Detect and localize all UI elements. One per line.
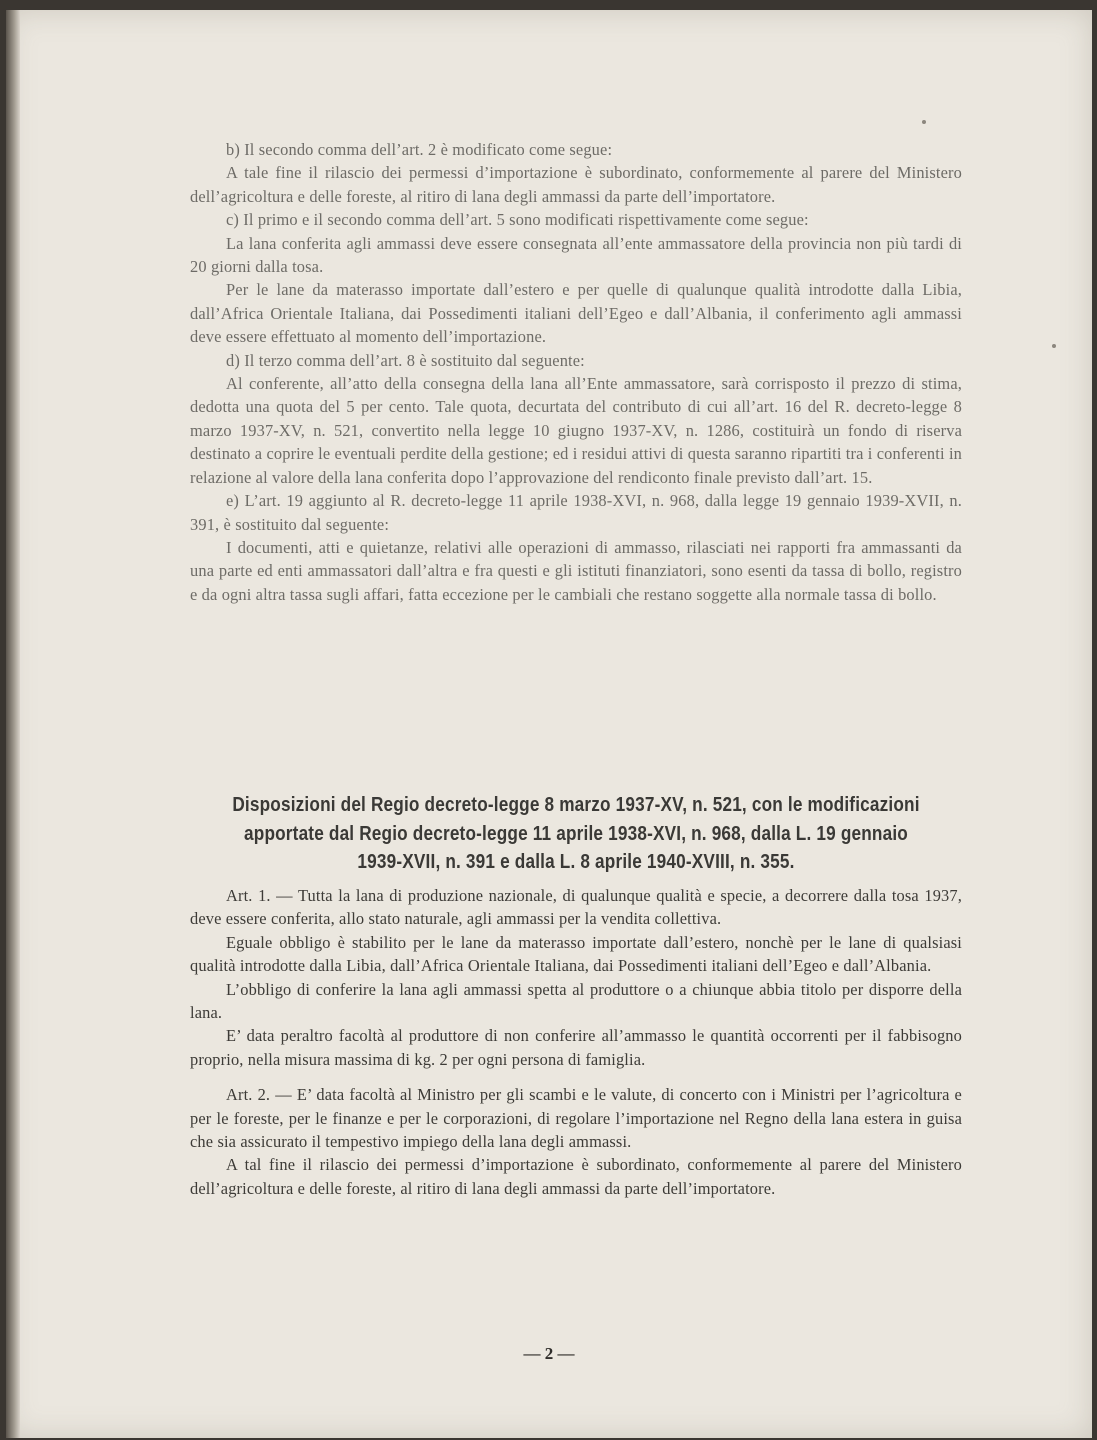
paragraph: Art. 2. — E’ data facoltà al Ministro per gli scambi e le valute, di concerto con i Ministri per l’agricoltura e per le foreste, per le finanze e per le corporazioni, di regolare l’importazione nel Regno della lana estera in guisa che sia assicurato il tempestivo impiego della lana degli ammassi. <box>190 1085 962 1152</box>
lower-text-block <box>190 884 962 1200</box>
section-heading: Disposizioni del Regio decreto-legge 8 marzo 1937-XV, n. 521, con le modificazioni apportate dal Regio decreto-legge 11 aprile 1938-XVI, n. 968, dalla L. 19 gennaio 1939-XVII, n. 391 e dalla L. 8 aprile 1940-XVIII, n. 355. <box>232 794 920 873</box>
paragraph: c) Il primo e il secondo comma dell’art. 5 sono modificati rispettivamente come segue: <box>226 210 809 230</box>
paragraph: Art. 1. — Tutta la lana di produzione nazionale, di qualunque qualità e specie, a decorrere dalla tosa 1937, deve essere conferita, allo stato naturale, agli ammassi per la vendita collettiva. <box>190 886 962 929</box>
paper-speck <box>922 120 926 124</box>
paragraph: I documenti, atti e quietanze, relativi alle operazioni di ammasso, rilasciati nei rapporti fra ammassanti da una parte ed enti ammassatori dall’altra e fra questi e gli istituti finanziatori, sono esenti da tassa di bollo, registro e da ogni altra tassa sugli affari, fatta eccezione per le cambiali che restano soggette alla normale tassa di bollo. <box>190 537 962 604</box>
document-page <box>6 10 1092 1438</box>
paragraph: d) Il terzo comma dell’art. 8 è sostituito dal seguente: <box>226 350 585 370</box>
paragraph: L’obbligo di conferire la lana agli ammassi spetta al produttore o a chiunque abbia titolo per disporre della lana. <box>190 979 962 1023</box>
paragraph: A tal fine il rilascio dei permessi d’importazione è subordinato, conformemente al parere del Ministero dell’agricoltura e delle foreste, al ritiro di lana degli ammassi da parte dell’importatore. <box>190 1155 962 1198</box>
upper-text-block <box>190 138 962 606</box>
paragraph: La lana conferita agli ammassi deve essere consegnata all’ente ammassatore della provincia non più tardi di 20 giorni dalla tosa. <box>190 233 962 277</box>
paragraph: Per le lane da materasso importate dall’estero e per quelle di qualunque qualità introdotte dalla Libia, dall’Africa Orientale Italiana, dai Possedimenti italiani dell’Egeo e dall’Albania, il conferimento agli ammassi deve essere effettuato al momento dell’importazione. <box>190 280 962 347</box>
paragraph: e) L’art. 19 aggiunto al R. decreto-legge 11 aprile 1938-XVI, n. 968, dalla legge 19 gennaio 1939-XVII, n. 391, è sostituito dal seguente: <box>190 491 962 534</box>
page-binding-edge <box>6 10 20 1438</box>
paragraph: Eguale obbligo è stabilito per le lane da materasso importate dall’estero, nonchè per le lane di qualsiasi qualità introdotte dalla Libia, dall’Africa Orientale Italiana, dai Possedimenti italiani dell’Egeo e dall’Albania. <box>190 932 962 976</box>
paragraph: Al conferente, all’atto della consegna della lana all’Ente ammassatore, sarà corrisposto il prezzo di stima, dedotta una quota del 5 per cento. Tale quota, decurtata del contributo di cui all’art. 16 del R. decreto-legge 8 marzo 1937-XV, n. 521, convertito nella legge 10 giugno 1937-XV, n. 1286, costituirà un fondo di riserva destinato a coprire le eventuali perdite della gestione; ed i residui attivi di questa saranno ripartiti tra i conferenti in relazione al valore della lana conferita dopo l’approvazione del rendiconto finale previsto dall’art. 15. <box>190 374 962 487</box>
paragraph: b) Il secondo comma dell’art. 2 è modificato come segue: <box>226 140 613 159</box>
page-number: — 2 — <box>523 1344 575 1363</box>
paragraph: E’ data peraltro facoltà al produttore di non conferire all’ammasso le quantità occorrenti per il fabbisogno proprio, nella misura massima di kg. 2 per ogni persona di famiglia. <box>190 1026 962 1069</box>
paper-speck <box>1052 344 1056 348</box>
paragraph: A tale fine il rilascio dei permessi d’importazione è subordinato, conformemente al parere del Ministero dell’agricoltura e delle foreste, al ritiro di lana degli ammassi da parte dell’importatore. <box>190 163 962 206</box>
